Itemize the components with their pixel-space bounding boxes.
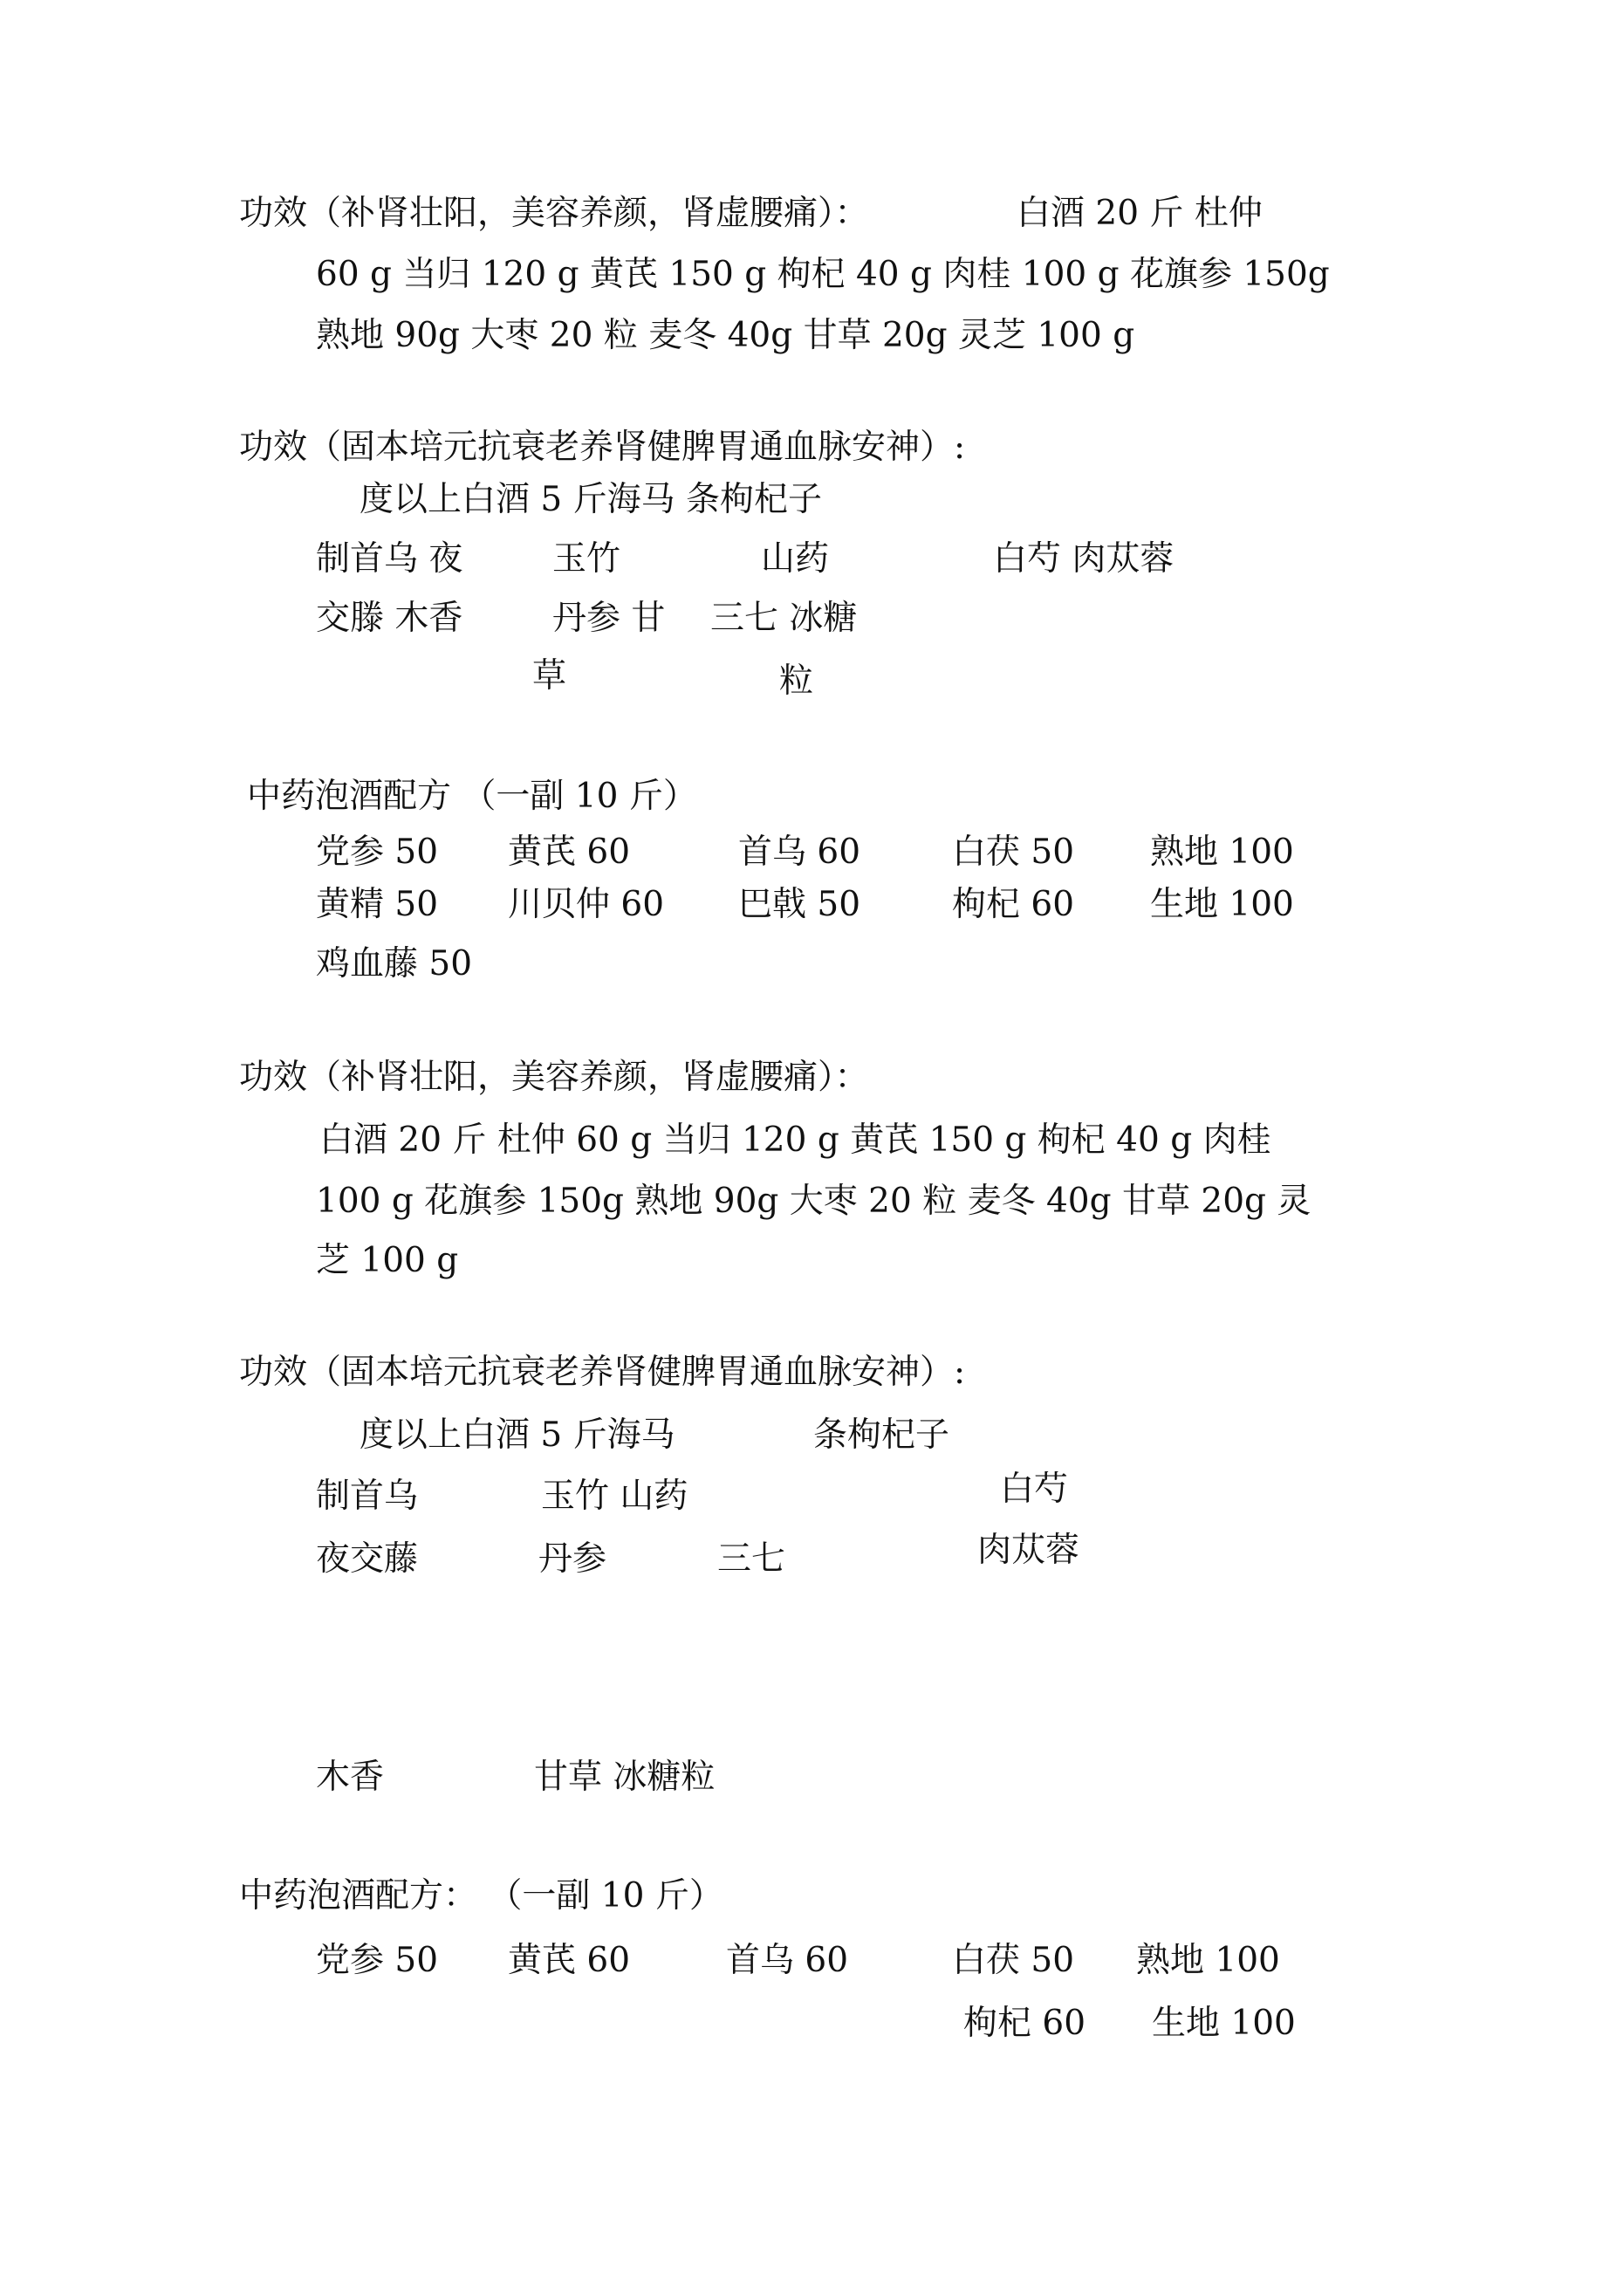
section1-heading: 功效（补肾壮阳，美容养颜，肾虚腰痛）： [239,194,869,233]
section3-row2-col1: 黄精 50 [316,885,439,924]
section2-row1-col3: 山药 [761,539,830,579]
section2-heading: 功效（固本培元抗衰老养肾健脾胃通血脉安神）: [239,428,966,467]
section5-row2-col3: 三七 [717,1539,786,1579]
section3-row2-col5: 生地 100 [1150,885,1294,924]
section5-row2-col2: 丹参 [538,1539,607,1579]
section6-row1-col4: 白茯 50 [952,1941,1075,1980]
section6-row1-col2: 黄芪 60 [508,1941,631,1980]
section3-row2-col4: 枸杞 60 [952,885,1075,924]
section2-row2-col3: 三七 冰糖 [710,599,858,638]
section4-line3: 芝 100 g [316,1241,459,1280]
section1-heading-tail: 白酒 20 斤 杜仲 [1017,194,1263,233]
section6-row1-col5: 熟地 100 [1136,1941,1280,1980]
section5-line1b: 条枸杞子 [813,1415,950,1455]
section2-row2-col1: 交滕 木香 [316,599,463,638]
section5-row1-col1: 制首乌 [316,1477,419,1516]
section4-line2: 100 g 花旗参 150g 熟地 90g 大枣 20 粒 麦冬 40g 甘草 20g 灵 [316,1182,1311,1221]
section2-row2-col2: 丹参 甘 [552,599,666,638]
section3-row1-col4: 白茯 50 [952,833,1075,872]
section3-row1-col2: 黄芪 60 [508,833,631,872]
section5-row3-col1: 木香 [316,1758,385,1797]
section5-row2-col1: 夜交藤 [316,1539,419,1579]
section3-row1-col5: 熟地 100 [1150,833,1294,872]
section6-heading: 中药泡酒配方： （一副 10 斤） [239,1876,723,1916]
section5-row2-col4: 肉苁蓉 [977,1531,1080,1570]
section6-row1-col1: 党参 50 [316,1941,439,1980]
section4-heading: 功效（补肾壮阳，美容养颜，肾虚腰痛）： [239,1058,869,1097]
section1-line3: 熟地 90g 大枣 20 粒 麦冬 40g 甘草 20g 灵芝 100 g [316,316,1135,355]
section1-line2: 60 g 当归 120 g 黄芪 150 g 枸杞 40 g 肉桂 100 g 花旗参 150g [316,255,1330,294]
section3-row1-col1: 党参 50 [316,833,439,872]
section5-line1a: 度以上白酒 5 斤海马 [360,1415,675,1455]
section5-row1-col3: 白芍 [1000,1470,1069,1509]
section3-row2-col2: 川贝仲 60 [508,885,665,924]
section2-row1-col1: 制首乌 夜 [316,539,463,579]
section2-line1: 度以上白酒 5 斤海马 条枸杞子 [360,480,823,519]
section3-heading: 中药泡酒配方 （一副 10 斤） [247,777,697,816]
section4-line1: 白酒 20 斤 杜仲 60 g 当归 120 g 黄芪 150 g 枸杞 40 g 肉桂 [319,1121,1271,1160]
section2-row1-col2: 玉竹 [552,539,621,579]
section3-row3-col1: 鸡血藤 50 [316,944,473,984]
section2-row3-col1: 草 [532,656,567,696]
section3-row1-col3: 首乌 60 [738,833,861,872]
section6-row1-col3: 首乌 60 [726,1941,849,1980]
section6-row2-col2: 生地 100 [1152,2004,1296,2043]
section2-row1-col4: 白芍 肉苁蓉 [993,539,1174,579]
section6-row2-col1: 枸杞 60 [963,2004,1086,2043]
section5-row1-col2: 玉竹 山药 [541,1477,688,1516]
section3-row2-col3: 巴戟 50 [738,885,861,924]
section5-row3-col2: 甘草 冰糖粒 [534,1758,716,1797]
section5-heading: 功效（固本培元抗衰老养肾健脾胃通血脉安神）: [239,1353,966,1392]
section2-row3-col2: 粒 [779,661,814,701]
